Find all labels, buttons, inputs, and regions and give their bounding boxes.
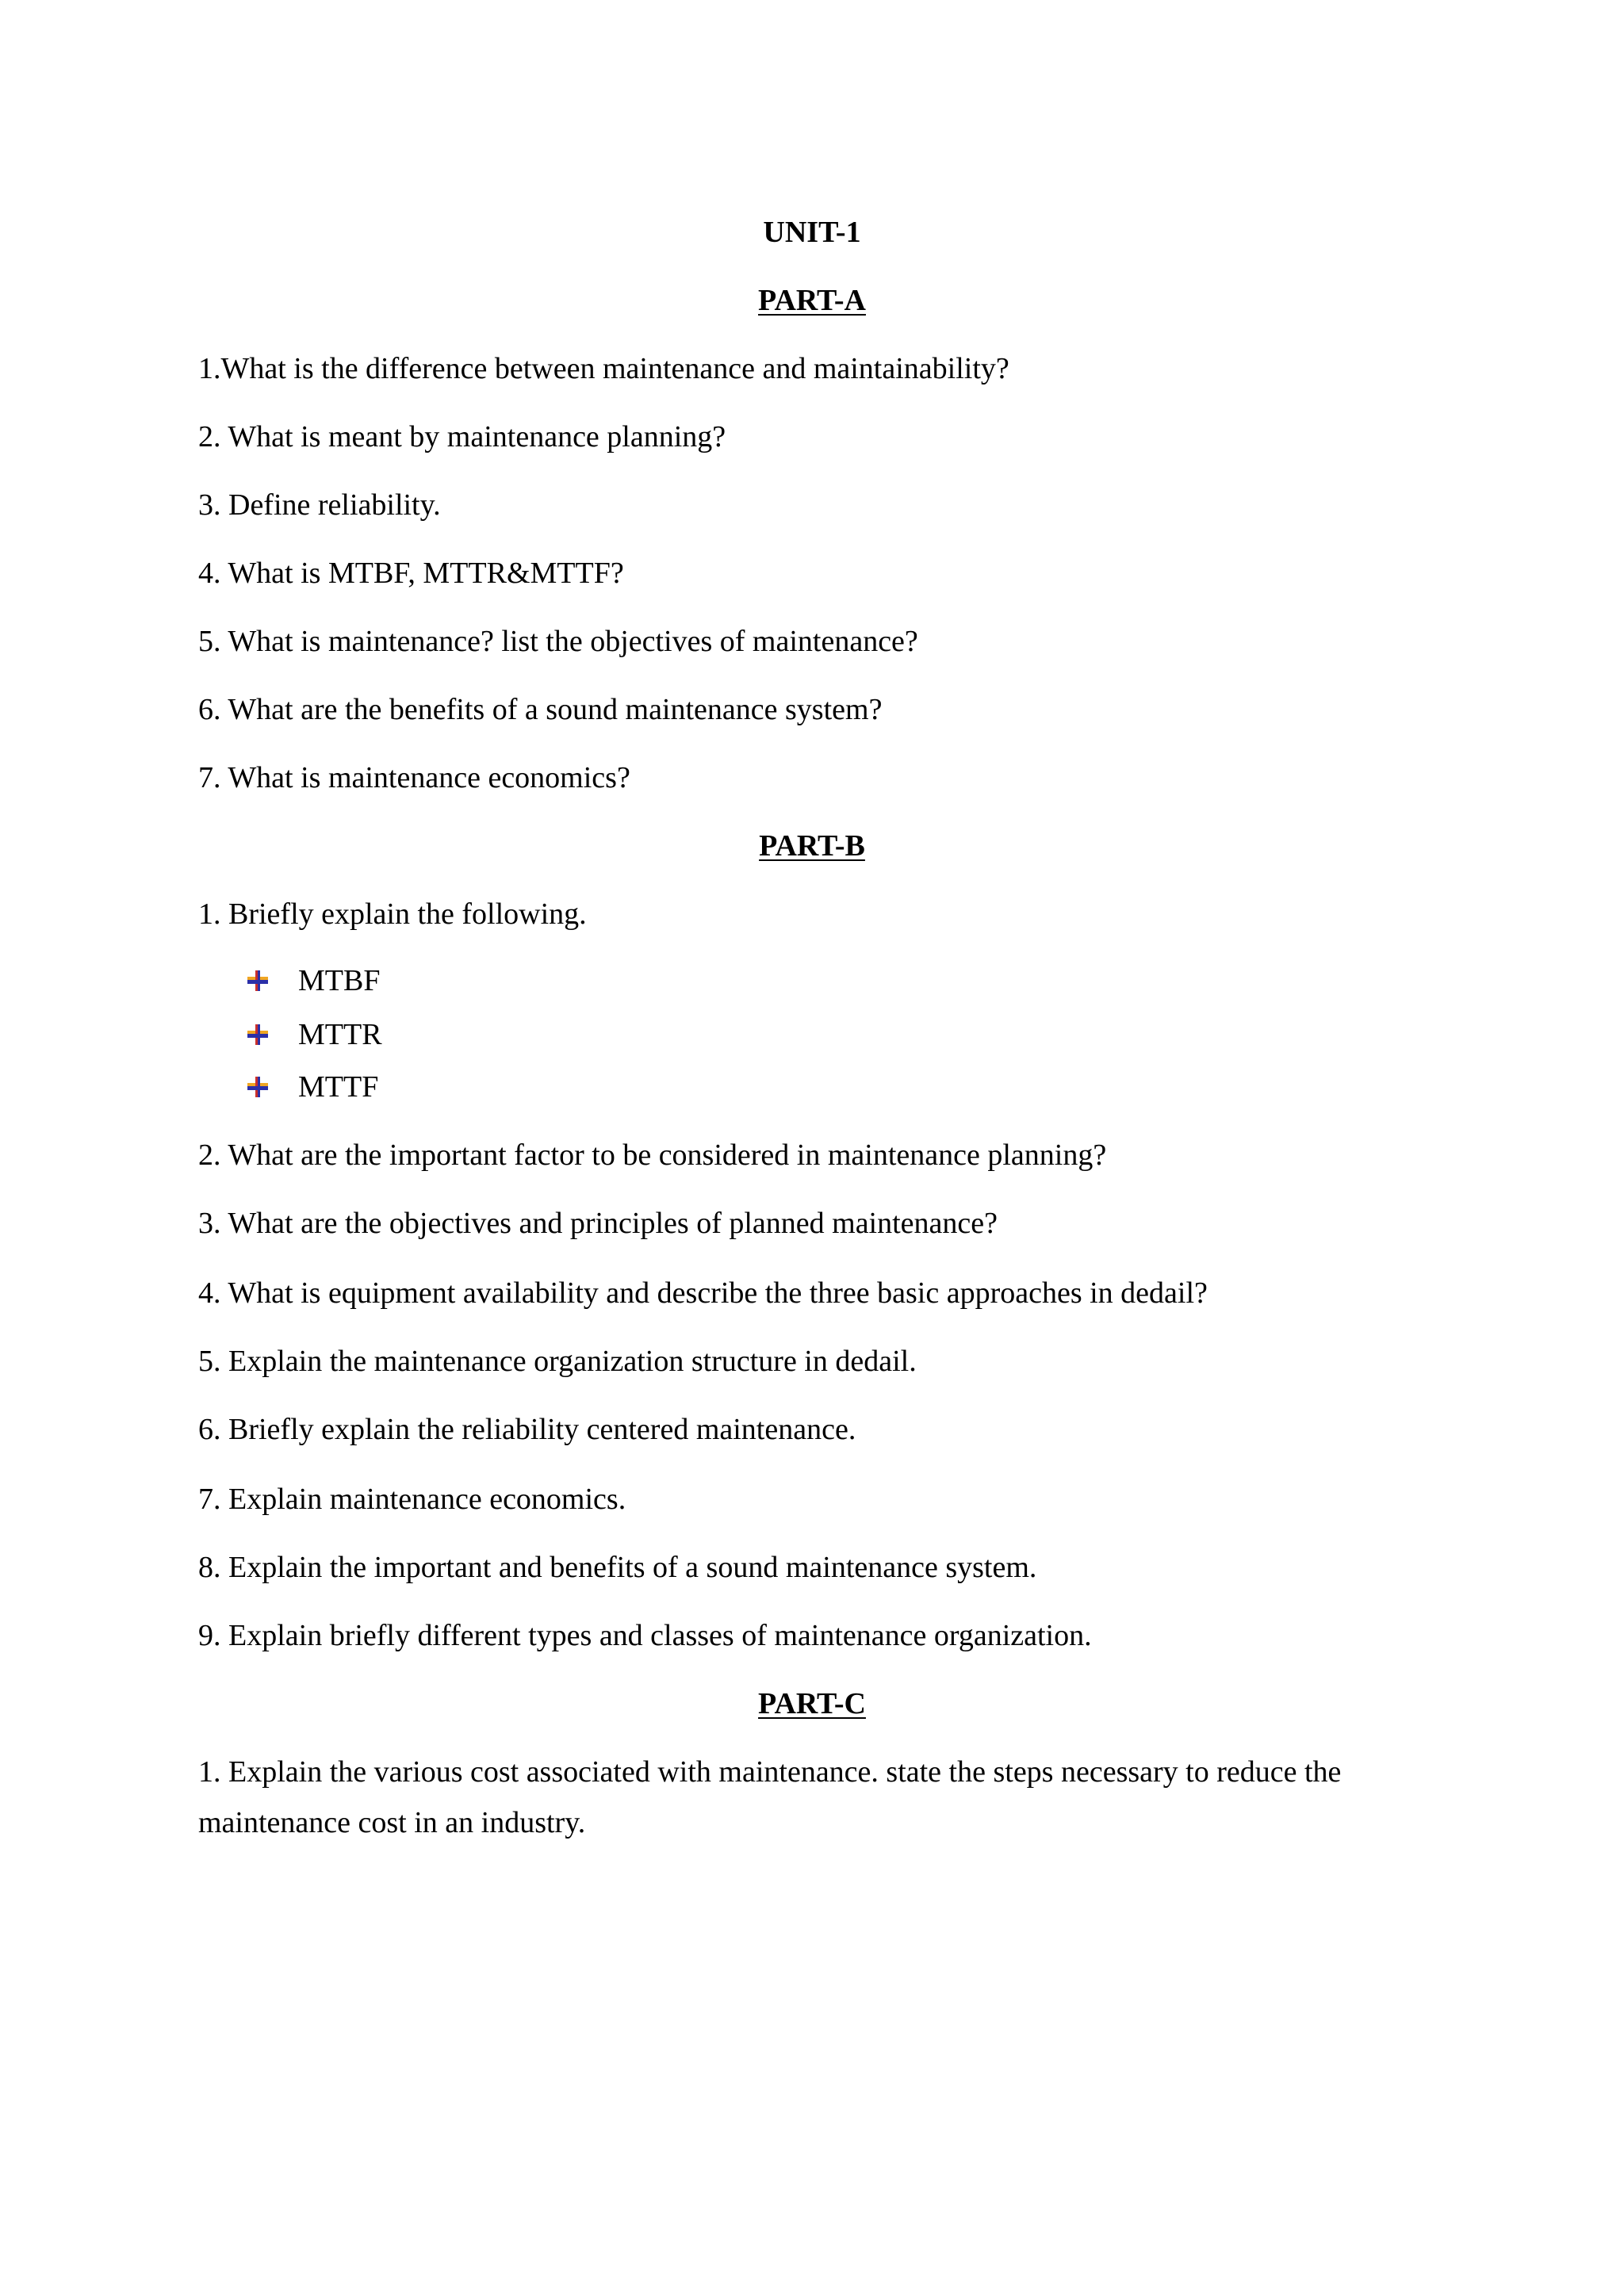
part-c-question-1-line-2: maintenance cost in an industry. [198, 1806, 586, 1839]
part-a-question-6: 6. What are the benefits of a sound maintenance system? [198, 693, 883, 726]
part-b-question-2: 2. What are the important factor to be considered in maintenance planning? [198, 1138, 1107, 1172]
bullet-item [246, 1016, 382, 1053]
part-b-question-7: 7. Explain maintenance economics. [198, 1483, 626, 1516]
part-b-question-9: 9. Explain briefly different types and classes of maintenance organization. [198, 1619, 1092, 1652]
part-a-question-2: 2. What is meant by maintenance planning? [198, 420, 726, 453]
part-c-heading [0, 1686, 1624, 1722]
part-c-heading-text: PART-C [758, 1687, 866, 1720]
part-b-question-8: 8. Explain the important and benefits of a sound maintenance system. [198, 1551, 1037, 1584]
part-a-question-5: 5. What is maintenance? list the objectives of maintenance? [198, 625, 918, 658]
part-b-heading [0, 828, 1624, 864]
part-b-question-4: 4. What is equipment availability and describe the three basic approaches in dedail? [198, 1276, 1208, 1310]
part-b-question-6: 6. Briefly explain the reliability centered maintenance. [198, 1413, 856, 1446]
bullet-item-label: MTTR [298, 1018, 382, 1051]
part-b-question-3: 3. What are the objectives and principles of planned maintenance? [198, 1207, 998, 1240]
part-a-heading-text: PART-A [758, 284, 866, 317]
part-a-question-3: 3. Define reliability. [198, 488, 441, 522]
bullet-item-label: MTTF [298, 1070, 379, 1104]
four-color-cross-bullet-icon [246, 1023, 270, 1047]
four-color-cross-bullet-icon [246, 1075, 270, 1099]
part-b-question-1: 1. Briefly explain the following. [198, 897, 587, 931]
part-b-question-5: 5. Explain the maintenance organization structure in dedail. [198, 1345, 917, 1378]
part-c-question-1-line-1: 1. Explain the various cost associated with maintenance. state the steps necessary to reduce the [198, 1755, 1342, 1789]
bullet-item [246, 1069, 378, 1105]
part-a-question-7: 7. What is maintenance economics? [198, 761, 630, 794]
bullet-item [246, 962, 380, 999]
unit-title: UNIT-1 [763, 216, 861, 249]
part-a-question-1: 1.What is the difference between maintenance and maintainability? [198, 352, 1009, 385]
part-a-heading [0, 282, 1624, 319]
part-a-question-4: 4. What is MTBF, MTTR&MTTF? [198, 557, 624, 590]
bullet-item-label: MTBF [298, 964, 381, 997]
four-color-cross-bullet-icon [246, 969, 270, 993]
part-b-heading-text: PART-B [759, 829, 865, 863]
